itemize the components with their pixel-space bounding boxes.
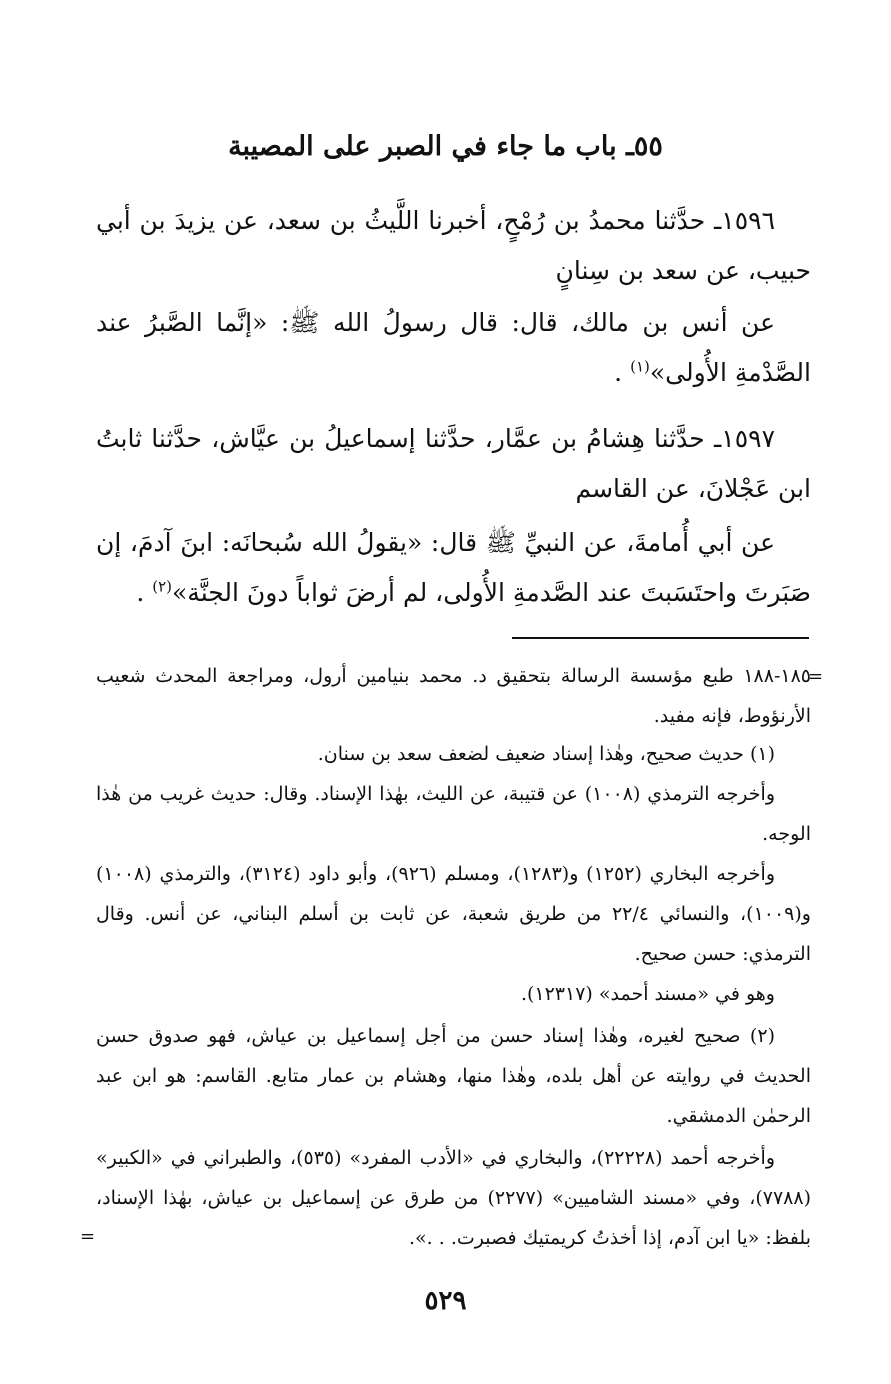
hadith-1596-isnad: ١٥٩٦ـ حدَّثنا محمدُ بن رُمْحٍ، أخبرنا اللَّيثُ بن سعد، عن يزيدَ بن أبي حبيب، عن سعد بن سِنانٍ (96, 206, 811, 285)
footnote-continuation: ١٨٥-١٨٨ طبع مؤسسة الرسالة بتحقيق د. محمد بنيامين أرول، ومراجعة المحدث شعيب الأرنؤوط، فإنه مفيد. (96, 665, 811, 727)
continuation-mark: = (808, 666, 824, 687)
footnote-ref-1: (١) (630, 357, 650, 376)
footnote-2-a: (٢) صحيح لغيره، وهٰذا إسناد حسن من أجل إسماعيل بن عياش، فهو صدوق حسن الحديث في روايته عن أهل بلده، وهٰذا منها، وهشام بن عمار متابع. القاسم: هو ابن عبد الرحمٰن الدمشقي. (96, 1025, 811, 1127)
page-number: ٥٢٩ (424, 1286, 467, 1316)
end-continuation-mark: = (80, 1226, 96, 1247)
hadith-1596-matn-text: عن أنس بن مالك، قال: قال رسولُ الله ﷺ: «إنَّما الصَّبرُ عند الصَّدْمةِ الأُولى» (96, 308, 811, 387)
footnote-1-c: وأخرجه البخاري (١٢٥٢) و(١٢٨٣)، ومسلم (٩٢٦)، وأبو داود (٣١٢٤)، والترمذي (١٠٠٨) و(١٠٠٩)، والنسائي ٢٢/٤ من طريق شعبة، عن ثابت بن أسلم البناني، عن أنس. وقال الترمذي: حسن صحيح. (96, 863, 811, 965)
footnote-1-a: (١) حديث صحيح، وهٰذا إسناد ضعيف لضعف سعد بن سنان. (317, 743, 775, 765)
hadith-1597-isnad: ١٥٩٧ـ حدَّثنا هِشامُ بن عمَّار، حدَّثنا إسماعيلُ بن عيَّاش، حدَّثنا ثابتُ ابن عَجْلانَ، عن القاسم (96, 424, 811, 503)
footnote-1-b: وأخرجه الترمذي (١٠٠٨) عن قتيبة، عن الليث، بهٰذا الإسناد. وقال: حديث غريب من هٰذا الوجه. (96, 783, 811, 845)
hadith-1596-matn: عن أنس بن مالك، قال: قال رسولُ الله ﷺ: «إنَّما الصَّبرُ عند الصَّدْمةِ الأُولى»$^{(١)}$ . (96, 308, 811, 387)
footnote-ref-2: (٢) (152, 577, 173, 596)
hadith-1597-matn: عن أبي أُمامةَ، عن النبيِّ ﷺ قال: «يقولُ الله سُبحانَه: ابنَ آدمَ، إن صَبَرتَ واحتَسَبتَ عند الصَّدمةِ الأُولى، لم أرضَ ثواباً دونَ الجنَّة»$^{(٢)}$ . (96, 528, 811, 607)
footnote-separator (512, 637, 809, 639)
footnote-1-d: وهو في «مسند أحمد» (١٢٣١٧). (520, 983, 775, 1005)
chapter-title: ٥٥ـ باب ما جاء في الصبر على المصيبة (228, 131, 663, 162)
footnote-2-b: وأخرجه أحمد (٢٢٢٢٨)، والبخاري في «الأدب المفرد» (٥٣٥)، والطبراني في «الكبير» (٧٧٨٨)، وفي «مسند الشاميين» (٢٢٧٧) من طرق عن إسماعيل بن عياش، بهٰذا الإسناد، بلفظ: «يا ابن آدم، إذا أخذتُ كريمتيك فصبرت. . .». (96, 1147, 811, 1249)
hadith-1597-matn-text: عن أبي أُمامةَ، عن النبيِّ ﷺ قال: «يقولُ الله سُبحانَه: ابنَ آدمَ، إن صَبَرتَ واحتَسَبتَ عند الصَّدمةِ الأُولى، لم أرضَ ثواباً دونَ الجنَّة» (96, 528, 811, 607)
